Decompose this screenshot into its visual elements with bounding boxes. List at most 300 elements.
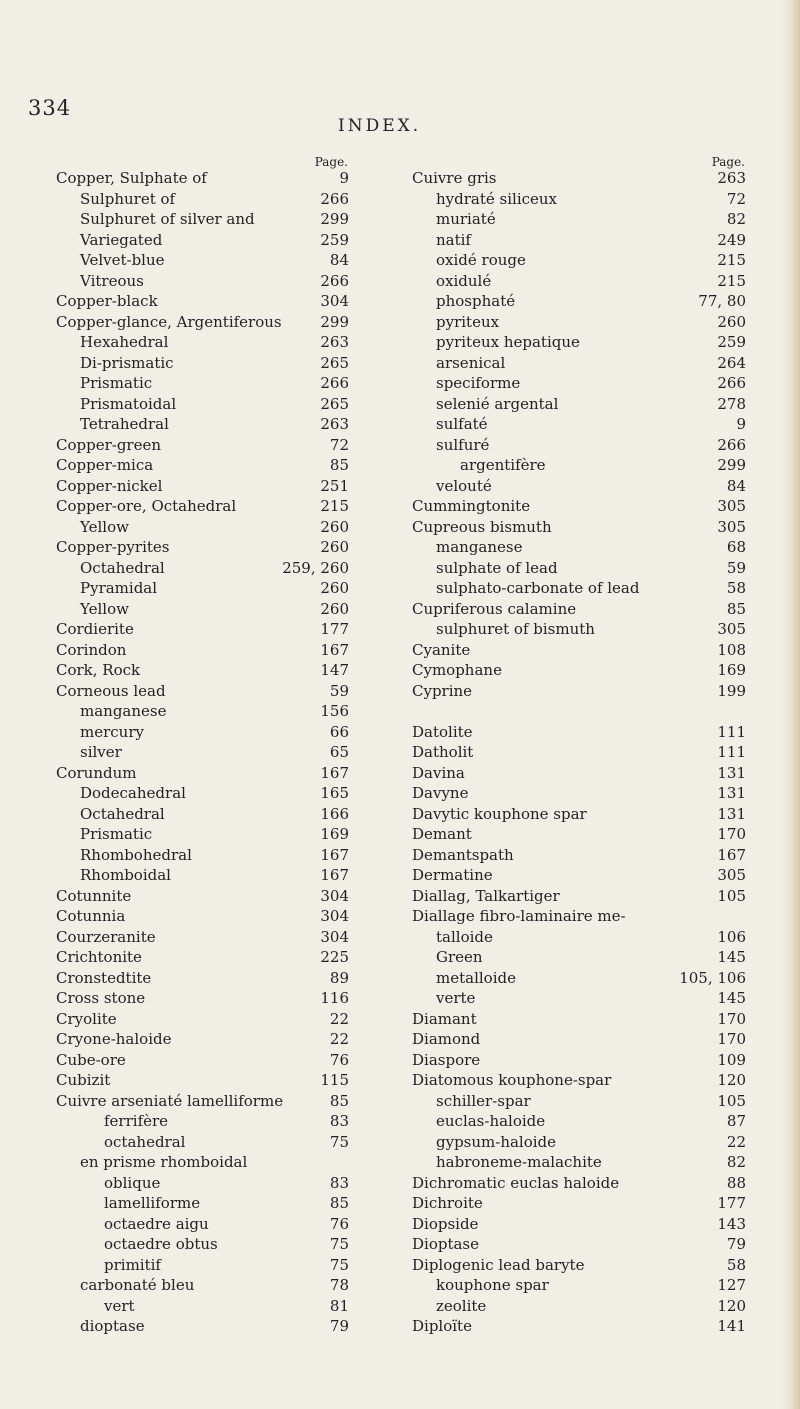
index-term: manganese: [436, 538, 523, 556]
index-entry: [412, 537, 746, 558]
index-entry: [412, 845, 746, 866]
index-term: selenié argental: [436, 394, 559, 413]
index-term: hydraté siliceux: [436, 189, 558, 208]
index-page-ref: 77, 80: [698, 292, 746, 310]
index-term: Diamant: [412, 1009, 477, 1028]
index-page-ref: 66: [329, 722, 349, 741]
index-term: pyriteux hepatique: [436, 333, 580, 351]
index-page-ref: 167: [320, 763, 349, 782]
index-page-ref: 115: [320, 1071, 349, 1089]
index-term: octahedral: [104, 1132, 186, 1151]
index-term: Copper-green: [56, 435, 162, 454]
index-entry: [56, 619, 349, 640]
index-term: metalloide: [436, 968, 516, 987]
index-term: Yellow: [80, 599, 129, 618]
index-entry: [56, 1234, 349, 1255]
index-page-ref: 263: [320, 415, 349, 433]
index-entry: [56, 742, 349, 763]
index-page-ref: 105, 106: [679, 968, 746, 987]
index-entry: [412, 312, 746, 333]
index-entry: [56, 455, 349, 476]
index-entry: [56, 414, 349, 435]
index-term: Diaspore: [412, 1050, 481, 1069]
index-term: silver: [80, 743, 122, 761]
index-page-ref: 251: [320, 476, 349, 495]
index-term: octaedre obtus: [104, 1235, 218, 1253]
index-page-ref: 166: [320, 804, 349, 823]
index-page-ref: 170: [717, 1030, 746, 1048]
index-entry: [56, 1193, 349, 1214]
index-term: Cork, Rock: [56, 661, 141, 679]
index-page-ref: 116: [320, 989, 349, 1007]
index-entry: [412, 209, 746, 230]
index-term: Pyramidal: [80, 579, 158, 597]
index-page-ref: 305: [717, 517, 746, 536]
index-page-ref: 167: [320, 866, 349, 884]
index-entry: [412, 230, 746, 251]
index-term: Dioptase: [412, 1235, 480, 1253]
index-entry: [412, 332, 746, 353]
index-term: Cupreous bismuth: [412, 517, 552, 536]
index-entry: [56, 332, 349, 353]
index-entry: [412, 1111, 746, 1132]
index-term: vert: [104, 1296, 135, 1315]
index-page-ref: 260: [320, 599, 349, 618]
index-entry: [412, 1029, 746, 1050]
index-page-ref: 141: [717, 1317, 746, 1335]
index-term: Cryone-haloide: [56, 1030, 172, 1048]
index-entry: [412, 1173, 746, 1194]
index-term: Corindon: [56, 640, 127, 659]
index-page-ref: 83: [329, 1173, 349, 1192]
index-page-ref: 59: [329, 681, 349, 700]
index-entry: [56, 1070, 349, 1091]
index-entry: [56, 353, 349, 374]
index-term: Yellow: [80, 517, 129, 536]
index-page-ref: 111: [717, 743, 746, 761]
index-page-ref: 145: [717, 948, 746, 966]
index-page-ref: 78: [329, 1276, 349, 1294]
index-page-ref: 22: [726, 1132, 746, 1151]
index-page-ref: 76: [329, 1050, 349, 1069]
index-entry: [412, 1091, 746, 1112]
index-term: natif: [436, 230, 471, 249]
index-term: argentifère: [460, 456, 546, 474]
index-entry: [56, 824, 349, 845]
index-page-ref: 305: [717, 866, 746, 884]
index-entry: [56, 804, 349, 825]
index-entry: [56, 1132, 349, 1153]
index-page-ref: 68: [726, 538, 746, 556]
index-page-ref: 215: [717, 271, 746, 290]
index-column-right: [412, 156, 746, 1337]
index-page-ref: 108: [717, 640, 746, 659]
index-entry: [412, 1070, 746, 1091]
index-term: Cymophane: [412, 661, 502, 679]
index-entry: [412, 1009, 746, 1030]
index-entry: [412, 1214, 746, 1235]
index-term: Cronstedtite: [56, 968, 152, 987]
index-page-ref: 170: [717, 1009, 746, 1028]
index-term: Datholit: [412, 743, 474, 761]
index-page-ref: 263: [320, 333, 349, 351]
index-entry: [56, 373, 349, 394]
index-entry: [412, 1234, 746, 1255]
index-page-ref: 266: [717, 435, 746, 454]
index-term: Diatomous kouphone-spar: [412, 1071, 612, 1089]
index-term: Hexahedral: [80, 333, 169, 351]
index-page-ref: 87: [726, 1112, 746, 1130]
index-page-ref: 266: [320, 271, 349, 290]
index-term: Copper-black: [56, 292, 158, 310]
index-entry: [56, 599, 349, 620]
index-term: Dichromatic euclas haloide: [412, 1173, 620, 1192]
index-entry: [412, 476, 746, 497]
index-term: verte: [436, 989, 476, 1007]
index-page-ref: 304: [320, 292, 349, 310]
index-entry: [412, 558, 746, 579]
index-entry: [56, 701, 349, 722]
index-page-ref: 260: [717, 312, 746, 331]
index-entry: [56, 1009, 349, 1030]
index-entry: [56, 312, 349, 333]
index-page-ref: 82: [726, 210, 746, 228]
index-page-ref: 170: [717, 825, 746, 843]
index-term: Octahedral: [80, 804, 165, 823]
index-page-ref: 131: [717, 804, 746, 823]
index-entry: [56, 517, 349, 538]
index-term: Cordierite: [56, 620, 134, 638]
index-page-ref: 111: [717, 722, 746, 741]
index-entry: [56, 988, 349, 1009]
index-term: octaedre aigu: [104, 1214, 209, 1233]
index-term: velouté: [436, 476, 492, 495]
index-term: Crichtonite: [56, 948, 142, 966]
index-page-ref: 75: [329, 1132, 349, 1151]
index-entry: [412, 496, 746, 517]
index-page-ref: 305: [717, 497, 746, 515]
index-term: oblique: [104, 1173, 161, 1192]
index-entry: [412, 435, 746, 456]
index-entry: [412, 455, 746, 476]
index-page-ref: 72: [726, 189, 746, 208]
index-entry: [56, 845, 349, 866]
index-page-ref: 249: [717, 230, 746, 249]
index-page-ref: 167: [717, 845, 746, 864]
index-page-ref: 259: [320, 230, 349, 249]
index-page-ref: 120: [717, 1071, 746, 1089]
index-page-ref: 167: [320, 845, 349, 864]
index-entry: [56, 722, 349, 743]
index-entry: [412, 168, 746, 189]
index-page-ref: 304: [320, 927, 349, 946]
index-page-ref: 259: [717, 333, 746, 351]
index-term: Sulphuret of silver and: [80, 210, 255, 228]
index-page-ref: 177: [320, 620, 349, 638]
index-entry: [412, 824, 746, 845]
index-entry: [56, 1029, 349, 1050]
index-term: speciforme: [436, 374, 521, 392]
index-term: Diallag, Talkartiger: [412, 886, 560, 905]
index-entry: [56, 537, 349, 558]
index-entry: [56, 558, 349, 579]
page-column-label: Page.: [314, 155, 348, 169]
index-entry: [56, 681, 349, 702]
index-page-ref: 81: [329, 1296, 349, 1315]
index-term: muriaté: [436, 210, 496, 228]
index-term: Cyanite: [412, 640, 471, 659]
index-page-ref: 215: [320, 497, 349, 515]
index-entry: [412, 291, 746, 312]
index-page-ref: 215: [717, 251, 746, 269]
index-term: Cupriferous calamine: [412, 599, 577, 618]
index-page-ref: 105: [717, 886, 746, 905]
index-term: Tetrahedral: [80, 415, 169, 433]
index-page-ref: 105: [717, 1091, 746, 1110]
index-term: Prismatic: [80, 825, 153, 843]
index-page-ref: 169: [717, 661, 746, 679]
index-term: Di-prismatic: [80, 353, 174, 372]
index-term: Green: [436, 948, 483, 966]
page-number: 334: [28, 96, 72, 120]
index-page-ref: 22: [329, 1030, 349, 1048]
index-entry: [56, 783, 349, 804]
index-page-ref: 266: [717, 374, 746, 392]
index-term: Sulphuret of: [80, 189, 176, 208]
index-entry: [56, 291, 349, 312]
index-term: Cube-ore: [56, 1050, 126, 1069]
index-term: Copper-ore, Octahedral: [56, 497, 237, 515]
index-page-ref: 84: [329, 251, 349, 269]
index-term: Davyne: [412, 784, 469, 802]
index-term: lamelliforme: [104, 1194, 201, 1212]
index-entry: [56, 209, 349, 230]
index-entry: [56, 1255, 349, 1276]
index-entry: [56, 763, 349, 784]
index-page-ref: 260: [320, 517, 349, 536]
index-entry: [412, 763, 746, 784]
index-entry: [412, 701, 746, 722]
index-term: sulphuret of bismuth: [436, 620, 595, 638]
index-page-ref: 260: [320, 538, 349, 556]
page-column-label: Page.: [711, 155, 745, 169]
index-entry: [412, 578, 746, 599]
index-entries: [56, 168, 349, 1337]
index-entries: [412, 168, 746, 1337]
index-term: Demantspath: [412, 845, 514, 864]
index-entry: [412, 927, 746, 948]
index-term: Cross stone: [56, 989, 146, 1007]
index-term: Cryolite: [56, 1009, 117, 1028]
index-term: Prismatoidal: [80, 394, 177, 413]
index-page-ref: 89: [329, 968, 349, 987]
index-page-ref: 147: [320, 661, 349, 679]
index-entry: [56, 189, 349, 210]
index-term: Cummingtonite: [412, 497, 531, 515]
index-entry: [412, 1255, 746, 1276]
index-entry: [412, 394, 746, 415]
index-term: Variegated: [80, 230, 163, 249]
index-term: schiller-spar: [436, 1091, 531, 1110]
index-entry: [412, 517, 746, 538]
index-page-ref: 120: [717, 1296, 746, 1315]
index-term: Davina: [412, 763, 465, 782]
index-page-ref: 131: [717, 763, 746, 782]
index-page-ref: 304: [320, 907, 349, 925]
index-page-ref: 127: [717, 1276, 746, 1294]
index-entry: [412, 1152, 746, 1173]
index-entry: [56, 1316, 349, 1337]
index-term: Corundum: [56, 763, 137, 782]
index-page-ref: 85: [329, 1194, 349, 1212]
index-page-ref: 79: [726, 1235, 746, 1253]
index-term: Diallage fibro-laminaire me-: [412, 907, 626, 925]
index-term: Demant: [412, 825, 472, 843]
index-term: Prismatic: [80, 374, 153, 392]
index-term: Datolite: [412, 722, 473, 741]
index-term: Copper-glance, Argentiferous: [56, 312, 282, 331]
index-term: arsenical: [436, 353, 506, 372]
index-entry: [412, 742, 746, 763]
index-page-ref: 109: [717, 1050, 746, 1069]
index-term: sulphate of lead: [436, 558, 558, 577]
index-term: Copper, Sulphate of: [56, 169, 207, 187]
index-term: pyriteux: [436, 312, 500, 331]
index-entry: [412, 1132, 746, 1153]
index-page-ref: 304: [320, 886, 349, 905]
index-entry: [56, 230, 349, 251]
index-entry: [412, 906, 746, 927]
index-term: en prisme rhomboidal: [80, 1153, 248, 1171]
index-term: Copper-nickel: [56, 476, 163, 495]
index-entry: [412, 681, 746, 702]
index-term: Cotunnite: [56, 886, 132, 905]
index-term: Dermatine: [412, 866, 493, 884]
index-term: sulphato-carbonate of lead: [436, 579, 640, 597]
index-term: kouphone spar: [436, 1276, 549, 1294]
index-term: phosphaté: [436, 292, 516, 310]
index-page-ref: 299: [717, 456, 746, 474]
index-entry: [56, 1296, 349, 1317]
index-page-ref: 169: [320, 825, 349, 843]
index-page-ref: 85: [329, 456, 349, 474]
index-page-ref: 260: [320, 579, 349, 597]
index-entry: [56, 886, 349, 907]
index-page-ref: 266: [320, 374, 349, 392]
index-page-ref: 85: [329, 1091, 349, 1110]
index-term: Cotunnia: [56, 907, 126, 925]
index-entry: [412, 722, 746, 743]
index-term: dioptase: [80, 1317, 145, 1335]
index-term: Diamond: [412, 1030, 481, 1048]
index-page-ref: 83: [329, 1112, 349, 1130]
index-term: gypsum-haloide: [436, 1132, 557, 1151]
index-entry: [412, 640, 746, 661]
index-term: euclas-haloide: [436, 1112, 546, 1130]
index-entry: [56, 250, 349, 271]
index-entry: [412, 660, 746, 681]
index-entry: [412, 968, 746, 989]
index-entry: [412, 865, 746, 886]
index-term: habroneme-malachite: [436, 1153, 602, 1171]
index-term: Cuivre arseniaté lamelliforme: [56, 1091, 284, 1110]
index-term: Corneous lead: [56, 681, 166, 700]
index-entry: [412, 947, 746, 968]
index-entry: [56, 1091, 349, 1112]
index-page-ref: 225: [320, 948, 349, 966]
index-entry: [412, 804, 746, 825]
index-term: zeolite: [436, 1296, 487, 1315]
index-entry: [412, 373, 746, 394]
index-term: primitif: [104, 1255, 161, 1274]
index-entry: [56, 1111, 349, 1132]
index-term: talloide: [436, 927, 493, 946]
index-entry: [412, 599, 746, 620]
index-page-ref: 58: [726, 579, 746, 597]
index-page-ref: 75: [329, 1235, 349, 1253]
index-entry: [56, 1214, 349, 1235]
index-term: Davytic kouphone spar: [412, 804, 587, 823]
index-entry: [412, 1050, 746, 1071]
index-page-ref: 305: [717, 620, 746, 638]
index-page-ref: 145: [717, 989, 746, 1007]
index-entry: [412, 988, 746, 1009]
index-entry: [56, 394, 349, 415]
index-term: ferrifère: [104, 1112, 169, 1130]
index-page-ref: 59: [726, 558, 746, 577]
index-term: mercury: [80, 722, 144, 741]
index-page-ref: 58: [726, 1255, 746, 1274]
index-page-ref: 263: [717, 169, 746, 187]
index-entry: [56, 578, 349, 599]
index-term: Copper-mica: [56, 456, 154, 474]
index-entry: [412, 250, 746, 271]
index-entry: [412, 1316, 746, 1337]
index-page-ref: 143: [717, 1214, 746, 1233]
index-term: Cuivre gris: [412, 169, 497, 187]
index-entry: [412, 271, 746, 292]
index-term: Cyprine: [412, 681, 473, 700]
index-entry: [412, 353, 746, 374]
index-term: sulfaté: [436, 415, 488, 433]
index-term: manganese: [80, 702, 167, 720]
index-term: Vitreous: [80, 271, 144, 290]
index-entry: [412, 783, 746, 804]
index-entry: [412, 1193, 746, 1214]
index-page-ref: 265: [320, 353, 349, 372]
index-term: Diopside: [412, 1214, 479, 1233]
index-page-ref: 259, 260: [282, 558, 349, 577]
index-entry: [412, 619, 746, 640]
index-page-ref: 265: [320, 394, 349, 413]
index-term: Copper-pyrites: [56, 538, 170, 556]
index-page-ref: 79: [329, 1317, 349, 1335]
index-page-ref: 167: [320, 640, 349, 659]
index-entry: [56, 640, 349, 661]
index-page-ref: 88: [726, 1173, 746, 1192]
index-page-ref: 75: [329, 1255, 349, 1274]
index-entry: [56, 1152, 349, 1173]
index-page-ref: 264: [717, 353, 746, 372]
index-term: Cubizit: [56, 1071, 111, 1089]
index-term: oxidulé: [436, 271, 492, 290]
index-entry: [56, 1173, 349, 1194]
index-entry: [56, 168, 349, 189]
index-page-ref: 266: [320, 189, 349, 208]
index-column-left: [56, 156, 349, 1337]
index-entry: [412, 1296, 746, 1317]
index-entry: [56, 906, 349, 927]
